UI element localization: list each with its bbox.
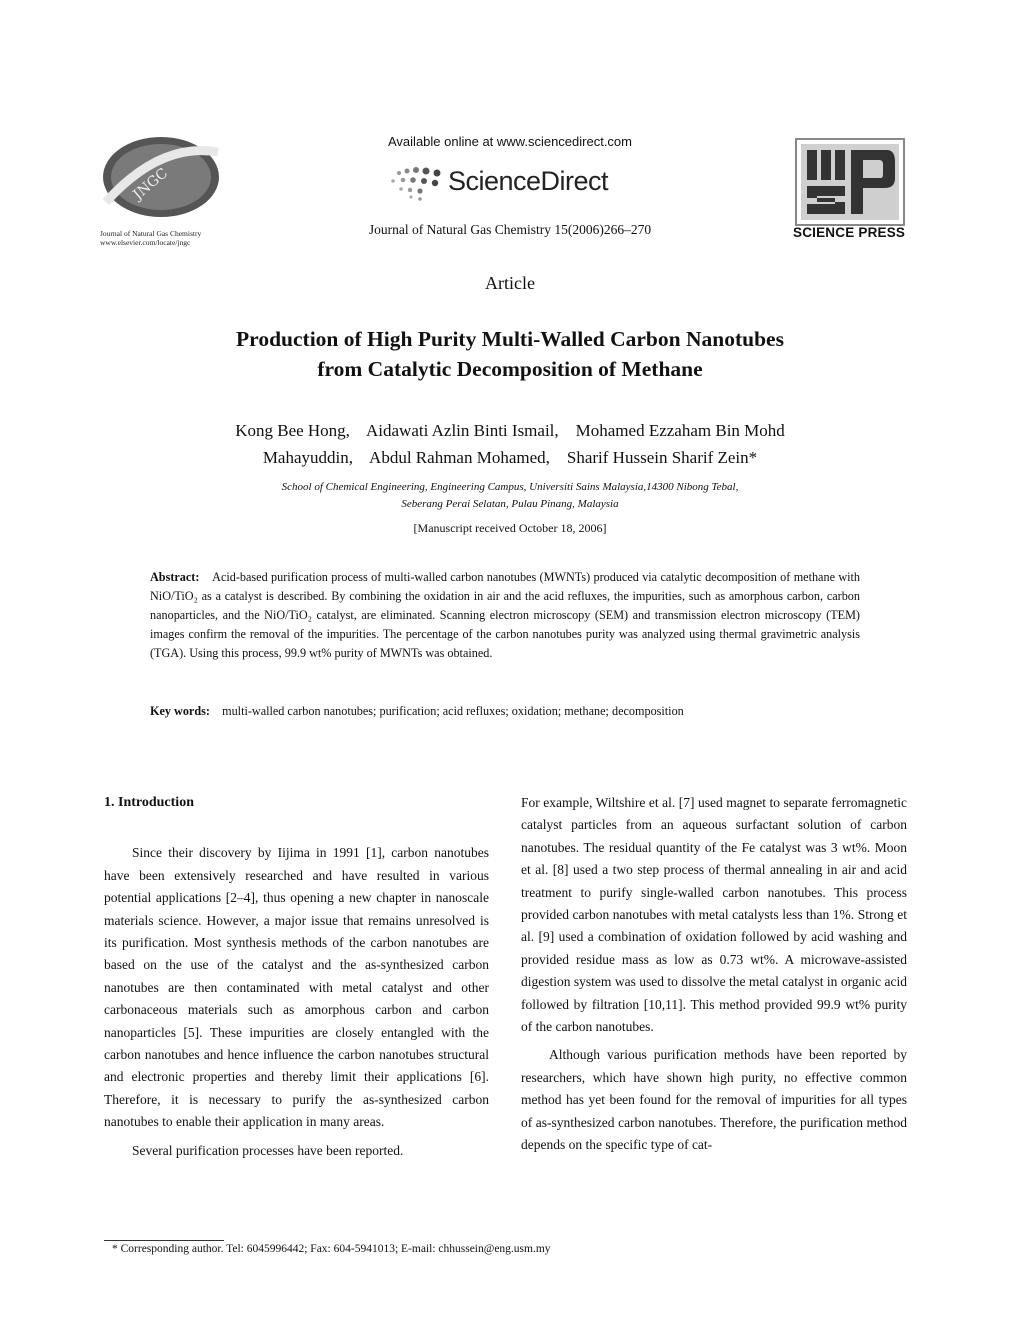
footnote-divider xyxy=(104,1240,224,1241)
keywords-text: multi-walled carbon nanotubes; purification; acid refluxes; oxidation; methane; decomposition xyxy=(222,704,684,718)
abstract-text: Acid-based purification process of multi-walled carbon nanotubes (MWNTs) produced via catalytic decomposition of methane with NiO/TiO₂ as a catalyst is described. By combining the oxidation in air and the acid refluxes, the impurities, such as amorphous carbon, carbon nanoparticles, and the NiO/TiO₂ catalyst, are eliminated. Scanning electron microscopy (SEM) and transmission electron microscopy (TEM) images confirm the removal of the impurities. The percentage of the carbon nanotubes purity was analyzed using thermal gravimetric analysis (TGA). Using this process, 99.9 wt% purity of MWNTs was obtained. xyxy=(150,570,860,660)
abstract-label: Abstract: xyxy=(150,570,200,584)
intro-paragraph-2: Several purification processes have been reported. xyxy=(132,1142,404,1158)
jngc-journal-name: Journal of Natural Gas Chemistry xyxy=(100,229,202,238)
sciencedirect-wordmark: ScienceDirect xyxy=(448,166,609,196)
intro-paragraph-1: Since their discovery by Iijima in 1991 [1], carbon nanotubes have been extensively researched and have resulted in various potential applications [2–4], thus opening a new chapter in nanoscale materials science. However, a major issue that remains unresolved is its purification. Most synthesis methods of the carbon nanotubes are based on the use of the catalyst and the as-synthesized carbon nanotubes are then contaminated with metal catalyst and other carbonaceous materials such as amorphous carbon and carbon nanoparticles [5]. These impurities are closely entangled with the carbon nanotubes and hence influence the carbon nanotubes structural and electronic properties and thereby limit their applications [6]. Therefore, it is necessary to purify the as-synthesized carbon nanotubes to enable their application in many areas. xyxy=(104,845,489,1130)
science-press-logo xyxy=(795,138,905,226)
authors-line-2: Mahayuddin, Abdul Rahman Mohamed, Sharif Hussein Sharif Zein* xyxy=(262,448,758,467)
science-press-label: SCIENCE PRESS xyxy=(793,225,906,240)
corresponding-author-footnote: * Corresponding author. Tel: 6045996442; Fax: 604-5941013; E-mail: chhussein@eng.usm.my xyxy=(112,1243,551,1255)
affiliation-line-2: Seberang Perai Selatan, Pulau Pinang, Malaysia xyxy=(401,498,619,510)
paper-title xyxy=(100,324,920,384)
abstract-block xyxy=(150,568,860,663)
affiliation-line-1: School of Chemical Engineering, Engineering Campus, Universiti Sains Malaysia,14300 Nibong Tebal, xyxy=(281,481,739,493)
journal-reference: Journal of Natural Gas Chemistry 15(2006)266–270 xyxy=(368,222,652,237)
keywords-label: Key words: xyxy=(150,704,210,718)
section-heading: 1. Introduction xyxy=(104,795,194,810)
intro-paragraph-4: Although various purification methods have been reported by researchers, which have shown high purity, no effective common method has yet been found for the removal of impurities for all types of as-synthesized carbon nanotubes. Therefore, the purification method depends on the specific type of cat- xyxy=(521,1047,907,1153)
jngc-url[interactable]: www.elsevier.com/locate/jngc xyxy=(100,238,191,247)
title-line-1: Production of High Purity Multi-Walled Carbon Nanotubes xyxy=(236,327,784,351)
left-column xyxy=(104,792,489,1162)
keywords-block xyxy=(150,702,860,721)
affiliation xyxy=(100,479,920,513)
available-online-line[interactable]: Available online at www.sciencedirect.com xyxy=(388,134,632,149)
article-type: Article xyxy=(485,273,535,293)
manuscript-received: [Manuscript received October 18, 2006] xyxy=(413,521,607,535)
right-column xyxy=(521,792,907,1157)
jngc-letters: JNGC xyxy=(130,165,172,204)
intro-paragraph-3: For example, Wiltshire et al. [7] used magnet to separate ferromagnetic catalyst particles from an aqueous surfactant solution of carbon nanotubes. The residual quantity of the Fe catalyst was 3 wt%. Moon et al. [8] used a two step process of thermal annealing in air and acid treatment to purify single-walled carbon nanotubes. This process provided carbon nanotubes with metal catalysts less than 1%. Strong et al. [9] used a combination of oxidation followed by acid washing and provided residue mass as low as 0.73 wt%. A microwave-assisted digestion system was used to dissolve the metal catalyst in organic acid followed by filtration [10,11]. This method provided 99.9 wt% purity of the carbon nanotubes. xyxy=(521,795,907,1035)
authors xyxy=(100,417,920,471)
title-line-2: from Catalytic Decomposition of Methane xyxy=(317,357,703,381)
authors-line-1: Kong Bee Hong, Aidawati Azlin Binti Ismail, Mohamed Ezzaham Bin Mohd xyxy=(235,421,785,440)
